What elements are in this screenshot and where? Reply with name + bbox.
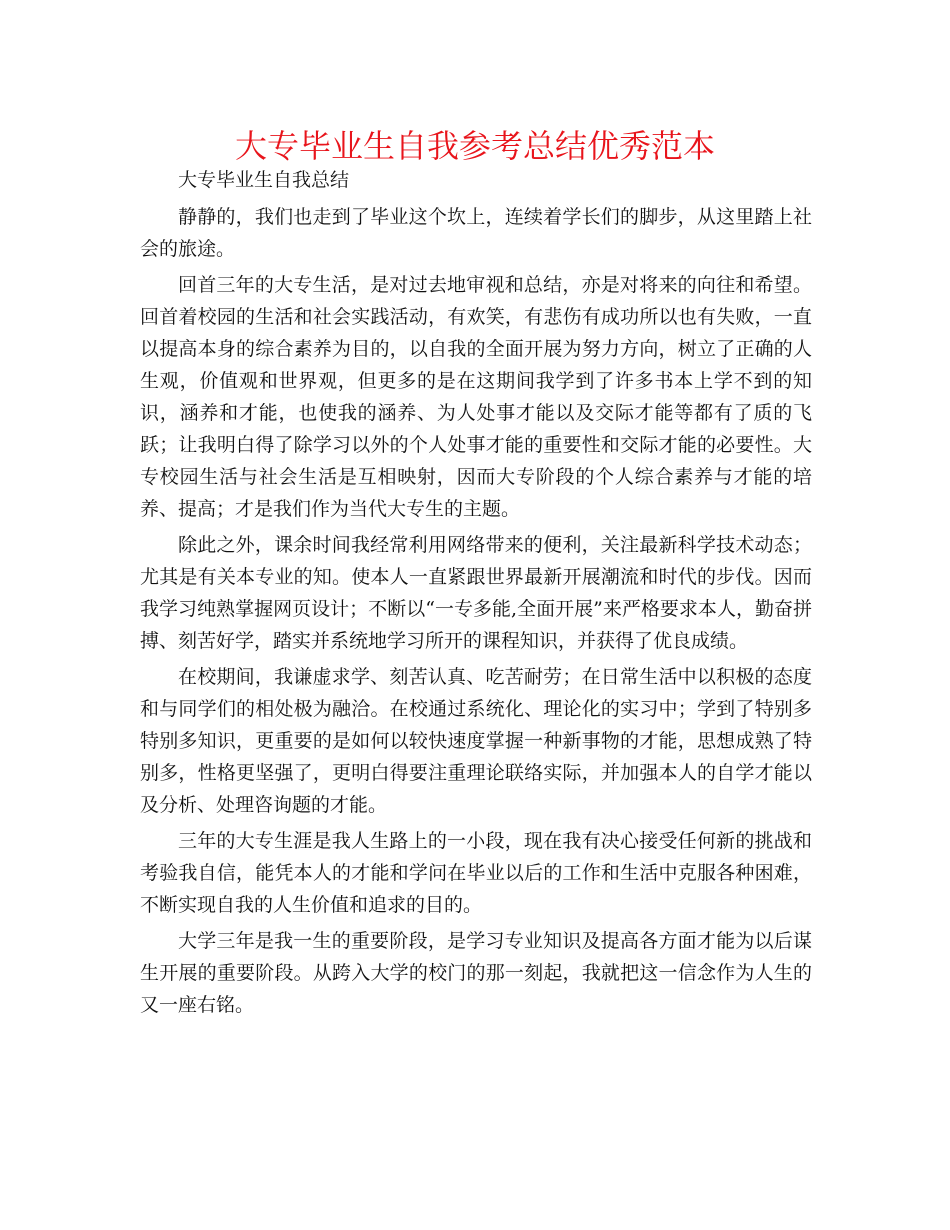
paragraph-4: 在校期间，我谦虚求学、刻苦认真、吃苦耐劳；在日常生活中以积极的态度和与同学们的相处极为融洽。在校通过系统化、理论化的实习中；学到了特别多特别多知识，更重要的是如何以较快速度掌握一种新事物的才能，思想成熟了特别多，性格更坚强了，更明白得要注重理论联络实际，并加强本人的自学才能以及分析、处理咨询题的才能。 bbox=[140, 666, 812, 816]
paragraph-1: 静静的，我们也走到了毕业这个坎上，连续着学长们的脚步，从这里踏上社会的旅途。 bbox=[140, 206, 812, 260]
document-body bbox=[140, 164, 812, 1025]
document-subtitle: 大专毕业生自我总结 bbox=[178, 169, 350, 191]
paragraph-6: 大学三年是我一生的重要阶段，是学习专业知识及提高各方面才能为以后谋生开展的重要阶段。从跨入大学的校门的那一刻起，我就把这一信念作为人生的又一座右铭。 bbox=[140, 930, 812, 1016]
document-title: 大专毕业生自我参考总结优秀范本 bbox=[234, 127, 715, 165]
paragraph-5: 三年的大专生涯是我人生路上的一小段，现在我有决心接受任何新的挑战和考验我自信，能凭本人的才能和学问在毕业以后的工作和生活中克服各种困难，不断实现自我的人生价值和追求的目的。 bbox=[140, 830, 812, 916]
paragraph-3: 除此之外，课余时间我经常利用网络带来的便利，关注最新科学技术动态；尤其是有关本专业的知。使本人一直紧跟世界最新开展潮流和时代的步伐。因而我学习纯熟掌握网页设计；不断以“一专多能,全面开展”来严格要求本人，勤奋拼搏、刻苦好学，踏实并系统地学习所开的课程知识，并获得了优良成绩。 bbox=[140, 534, 812, 652]
paragraph-2: 回首三年的大专生活，是对过去地审视和总结，亦是对将来的向往和希望。回首着校园的生活和社会实践活动，有欢笑，有悲伤有成功所以也有失败，一直以提高本身的综合素养为目的，以自我的全面开展为努力方向，树立了正确的人生观，价值观和世界观，但更多的是在这期间我学到了许多书本上学不到的知识，涵养和才能，也使我的涵养、为人处事才能以及交际才能等都有了质的飞跃；让我明白得了除学习以外的个人处事才能的重要性和交际才能的必要性。大专校园生活与社会生活是互相映射，因而大专阶段的个人综合素养与才能的培养、提高；才是我们作为当代大专生的主题。 bbox=[140, 274, 812, 520]
